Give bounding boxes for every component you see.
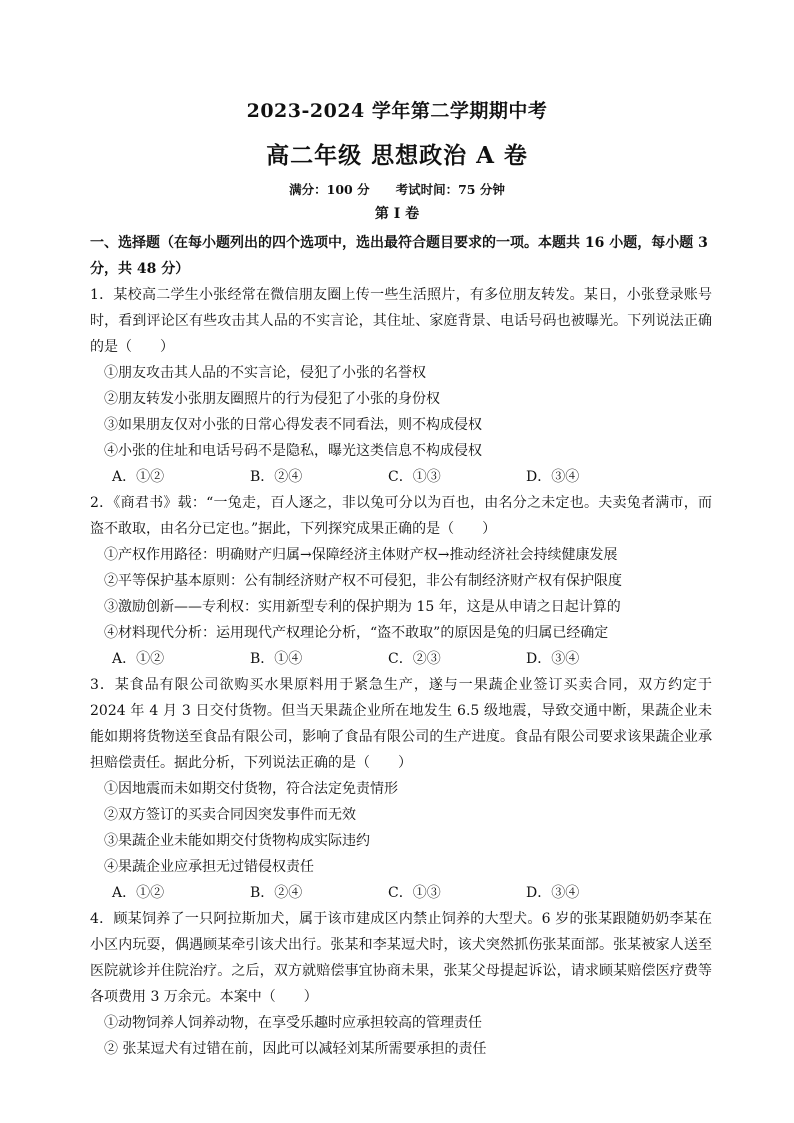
statement-option: ②平等保护基本原则：公有制经济财产权不可侵犯，非公有制经济财产权有保护限度 <box>104 573 622 589</box>
statement-option: ①产权作用路径：明确财产归属→保障经济主体财产权→推动经济社会持续健康发展 <box>104 547 618 563</box>
statement-option: ④果蔬企业应承担无过错侵权责任 <box>104 859 314 875</box>
choice-d: D．③④ <box>526 651 580 667</box>
choice-c: C．①③ <box>388 885 441 901</box>
question-stem: 1．某校高二学生小张经常在微信朋友圈上传一些生活照片，有多位朋友转发。某日，小张登录账号时，看到评论区有些攻击其人品的不实言论，其住址、家庭背景、电话号码也被曝光。下列说法正确的是（ ） <box>90 287 712 355</box>
choice-a: A．①② <box>112 651 165 667</box>
choice-a: A．①② <box>112 885 165 901</box>
volume-label: 第 I 卷 <box>374 206 420 222</box>
exam-title: 2023-2024 学年第二学期期中考 <box>246 100 548 122</box>
choice-a: A．①② <box>112 469 165 485</box>
statement-option: ③如果朋友仅对小张的日常心得发表不同看法，则不构成侵权 <box>104 417 482 433</box>
choice-b: B．①④ <box>250 651 303 667</box>
question-stem: 4．顾某饲养了一只阿拉斯加犬，属于该市建成区内禁止饲养的大型犬。6 岁的张某跟随奶奶李某在小区内玩耍，偶遇顾某牵引该犬出行。张某和李某逗犬时，该犬突然抓伤张某面部。张某被家人送至医院就诊并住院治疗。之后，双方就赔偿事宜协商未果，张某父母提起诉讼，请求顾某赔偿医疗费等各项费用 3 万余元。本案中（ ） <box>90 911 712 1005</box>
statement-option: ④小张的住址和电话号码不是隐私，曝光这类信息不构成侵权 <box>104 443 482 459</box>
statement-option: ①朋友攻击其人品的不实言论，侵犯了小张的名誉权 <box>104 365 426 381</box>
answer-choices <box>90 646 712 672</box>
question-1 <box>90 282 712 490</box>
question-stem: 2．《商君书》载：“一兔走，百人逐之，非以兔可分以为百也，由名分之未定也。夫卖兔者满市，而盗不敢取，由名分已定也。”据此，下列探究成果正确的是（ ） <box>90 495 712 537</box>
answer-choices <box>90 464 712 490</box>
choice-c: C．②③ <box>388 651 441 667</box>
question-stem: 3．某食品有限公司欲购买水果原料用于紧急生产，遂与一果蔬企业签订买卖合同，双方约定于 2024 年 4 月 3 日交付货物。但当天果蔬企业所在地发生 6.5 级地震，导致交通中断，果蔬企业未能如期将货物送至食品有限公司，影响了食品有限公司的生产进度。食品有限公司要求该果蔬企业承担赔偿责任。据此分析，下列说法正确的是（ ） <box>90 677 712 771</box>
choice-d: D．③④ <box>526 885 580 901</box>
statement-option: ①因地震而未如期交付货物，符合法定免责情形 <box>104 781 398 797</box>
statement-option: ②双方签订的买卖合同因突发事件而无效 <box>104 807 356 823</box>
statement-option: ①动物饲养人饲养动物，在享受乐趣时应承担较高的管理责任 <box>104 1015 482 1031</box>
statement-option: ③果蔬企业未能如期交付货物构成实际违约 <box>104 833 370 849</box>
exam-time: 考试时间：75 分钟 <box>395 182 505 197</box>
question-3 <box>90 672 712 906</box>
choice-d: D．③④ <box>526 469 580 485</box>
statement-option: ④材料现代分析：运用现代产权理论分析，“盗不敢取”的原因是兔的归属已经确定 <box>104 625 609 641</box>
choice-c: C．①③ <box>388 469 441 485</box>
section-heading: 一、选择题（在每小题列出的四个选项中，选出最符合题目要求的一项。本题共 16 小题，每小题 3 分，共 48 分） <box>90 235 708 277</box>
answer-choices <box>90 880 712 906</box>
statement-option: ③激励创新——专利权：实用新型专利的保护期为 15 年，这是从申请之日起计算的 <box>104 599 621 615</box>
choice-b: B．②④ <box>250 885 303 901</box>
exam-meta <box>0 180 794 198</box>
statement-option: ② 张某逗犬有过错在前，因此可以减轻刘某所需要承担的责任 <box>104 1041 487 1057</box>
full-score: 满分：100 分 <box>289 182 370 197</box>
exam-subtitle: 高二年级 思想政治 A 卷 <box>266 142 528 169</box>
question-2 <box>90 490 712 672</box>
choice-b: B．②④ <box>250 469 303 485</box>
statement-option: ②朋友转发小张朋友圈照片的行为侵犯了小张的身份权 <box>104 391 440 407</box>
question-4 <box>90 906 712 1062</box>
question-body <box>90 230 712 1062</box>
